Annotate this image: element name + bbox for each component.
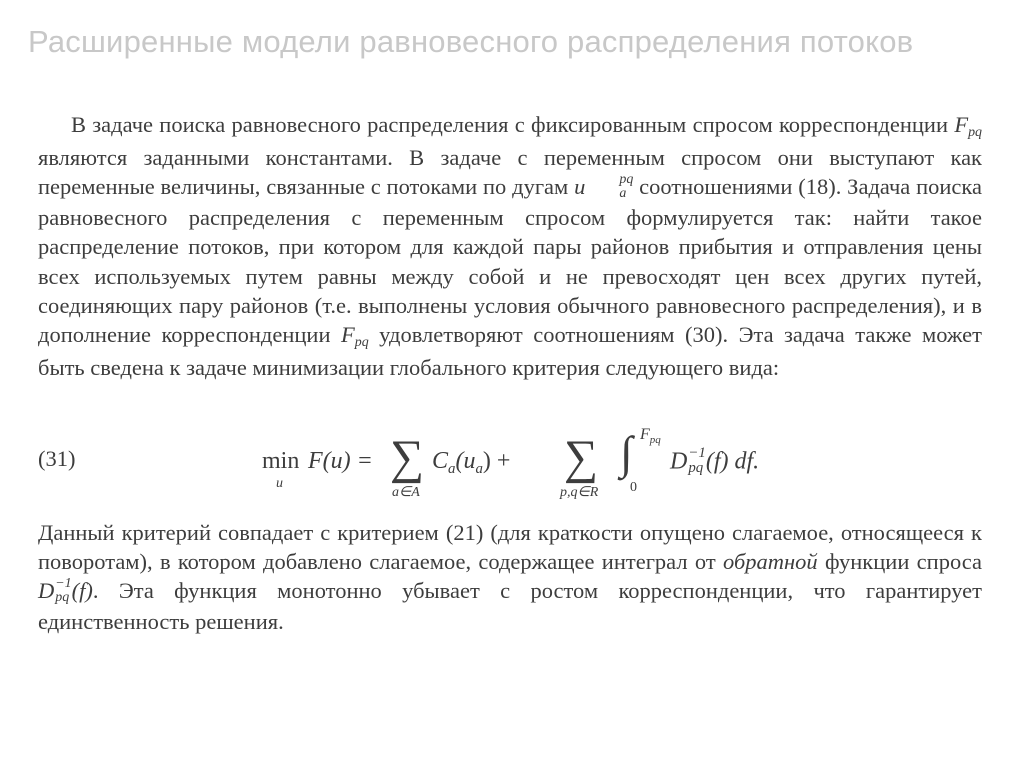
F-pq-term-2 <box>341 322 369 351</box>
D-superscript: −1 <box>688 445 706 461</box>
D-subscript-2: pq <box>55 590 70 606</box>
integrand <box>670 445 760 478</box>
pq-subscript: pq <box>968 125 982 141</box>
F-symbol-2: F <box>341 322 355 348</box>
sum-2-subscript: p,q∈R <box>560 485 599 500</box>
D-argument-2: (f) <box>71 578 93 604</box>
integral-upper-limit <box>640 426 661 444</box>
paragraph-2-part-2: функции спроса <box>817 549 982 575</box>
emphasis-inverse: обратной <box>723 549 818 575</box>
integral-symbol: ∫ <box>620 427 633 478</box>
D-superscript-2: −1 <box>55 576 72 592</box>
u-a-subscript: a <box>475 460 483 477</box>
C-argument: (u <box>455 448 476 474</box>
paragraph-1-part-2: являются заданными константами. В задаче с переменным спросом они выступают как переменные величины, связанные с потоками по дугам <box>38 145 982 200</box>
paragraph-1-text <box>38 110 982 382</box>
integrand-rest: (f) df. <box>705 448 760 475</box>
integral-lower-limit: 0 <box>630 480 637 495</box>
u-a-pq-term <box>574 172 634 202</box>
u-symbol: u <box>574 174 586 200</box>
sum-symbol-2: ∑ <box>564 431 599 484</box>
paragraph-2-part-1: Данный критерий совпадает с критерием (21) (для краткости опущено слагаемое, относящееся к поворотам), в котором добавлено слагаемое, содержащее интеграл от <box>38 520 982 575</box>
min-subscript: u <box>276 476 283 491</box>
pq-subscript-2: pq <box>354 335 369 351</box>
D-supsub-2 <box>55 577 71 605</box>
paragraph-2 <box>38 518 982 636</box>
equation-lhs: F(u) = <box>308 448 373 474</box>
u-superscript: pq <box>619 172 634 188</box>
u-subscript: a <box>619 186 627 202</box>
u-supsub <box>586 173 633 201</box>
paragraph-2-text <box>38 518 982 636</box>
equation-31 <box>38 424 982 508</box>
sum-symbol-1: ∑ <box>390 431 425 484</box>
D-pq-inverse-term <box>38 576 93 606</box>
integral-upper-pq: pq <box>649 434 661 446</box>
D-symbol: D <box>670 448 688 475</box>
paragraph-1 <box>38 110 982 382</box>
D-supsub <box>688 446 705 476</box>
paragraph-2-part-3: . Эта функция монотонно убывает с ростом корреспонденции, что гарантирует единственность решения. <box>38 578 982 635</box>
C-term <box>432 448 510 475</box>
F-symbol: F <box>954 112 969 137</box>
C-term-close: ) + <box>482 448 511 474</box>
D-subscript: pq <box>688 459 704 476</box>
C-symbol: C <box>432 448 449 474</box>
C-subscript: a <box>448 460 456 477</box>
slide-title: Расширенные модели равновесного распределения потоков <box>28 24 914 59</box>
paragraph-1-part-1: В задаче поиска равновесного распределения с фиксированным спросом корреспонденции <box>71 112 955 137</box>
paragraph-1-part-4: удовлетворяют соотношениям (30). Эта задача также может быть сведена к задаче минимизации глобального критерия следующего вида: <box>38 322 982 381</box>
D-symbol-2: D <box>38 578 55 604</box>
F-pq-term-1 <box>954 112 982 141</box>
sum-1-subscript: a∈A <box>392 485 420 500</box>
min-operator: min <box>262 448 300 474</box>
integral-upper-F: F <box>640 426 650 443</box>
equation-number: (31) <box>38 446 76 471</box>
paragraph-1-part-3: соотношениями (18). Задача поиска равновесного распределения с переменным спросом формулируется так: найти такое распределение потоков, при котором для каждой пары районов прибытия и отправления цены всех используемых путем равны между собой и не превосходят цен всех других путей, соединяющих пару районов (т.е. выполнены условия обычного равновесного распределения), и в дополнение корреспонденции <box>38 174 982 348</box>
